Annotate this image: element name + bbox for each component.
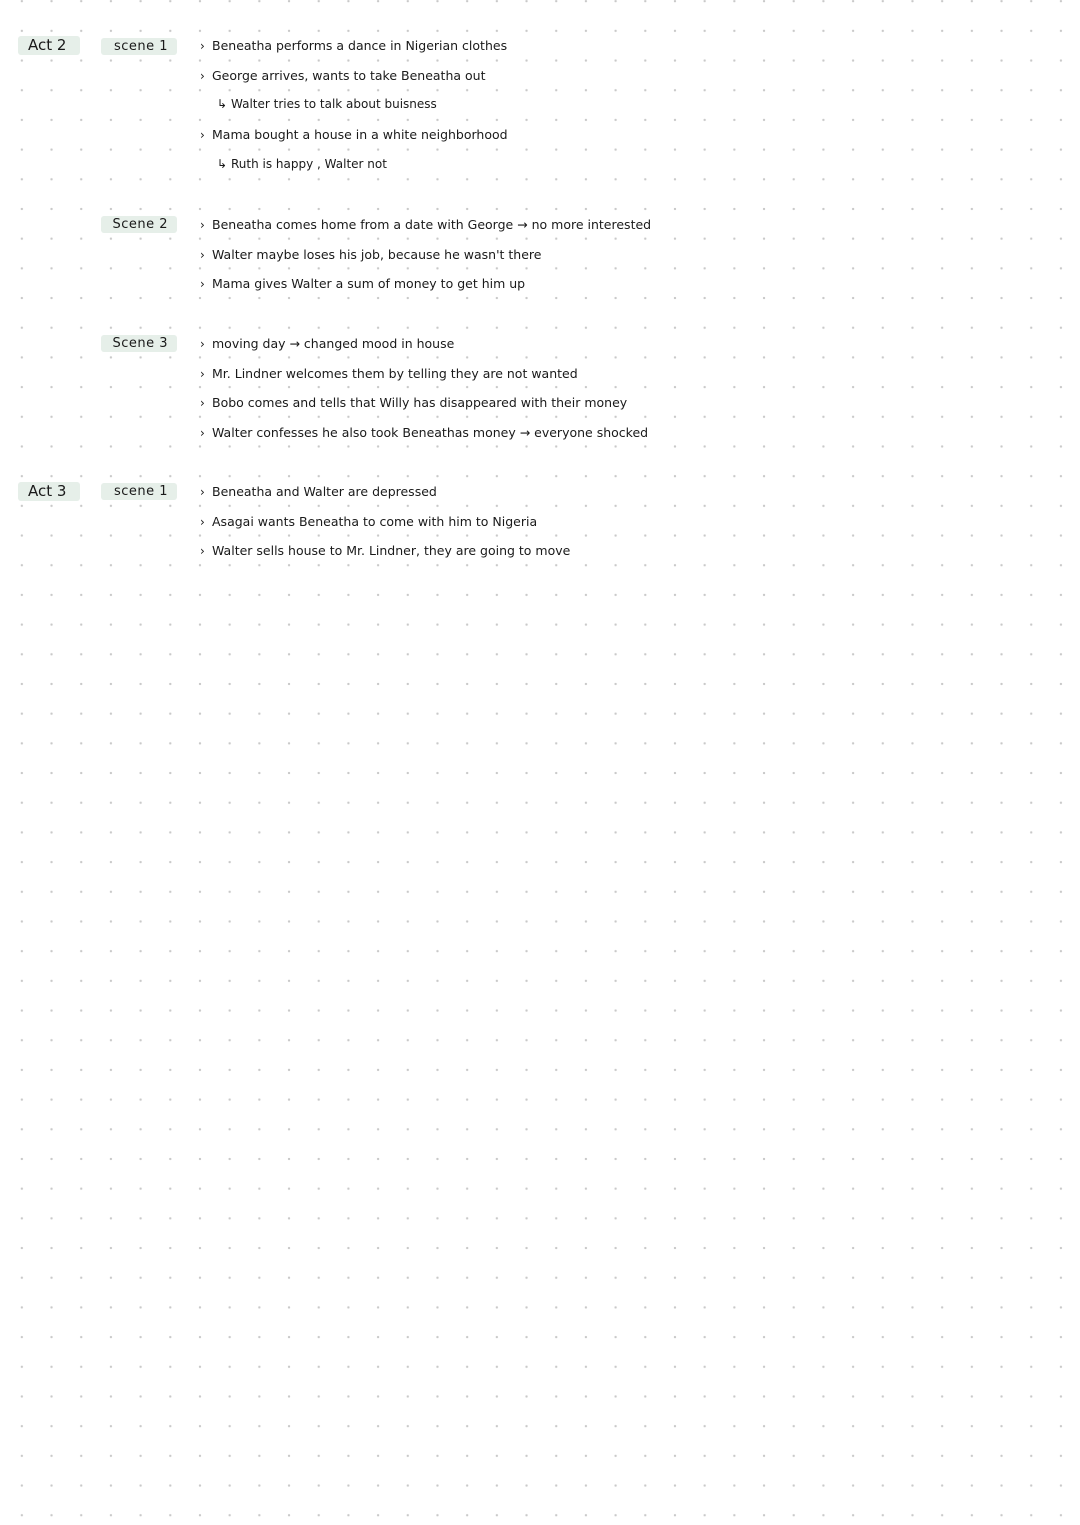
note-item [200, 507, 570, 537]
note-item [200, 388, 648, 418]
bullet-icon: › [200, 396, 205, 411]
bullet-icon: › [200, 485, 205, 499]
note-text: Bobo comes and tells that Willy has disappeared with their money [212, 395, 628, 411]
note-subitem [200, 90, 508, 120]
scene-notes-list [200, 210, 651, 299]
note-text: Walter maybe loses his job, because he wasn't there [212, 246, 542, 262]
scene-label: scene 1 [101, 483, 177, 500]
note-item [200, 359, 648, 389]
note-item [200, 329, 648, 359]
note-text: Mama bought a house in a white neighborhood [212, 127, 508, 143]
sub-arrow-icon: ↳ [217, 156, 228, 171]
bullet-icon: › [200, 426, 205, 441]
note-item [200, 418, 648, 448]
note-item [200, 240, 651, 270]
bullet-icon: › [200, 247, 205, 262]
note-item [200, 31, 508, 61]
note-item [200, 210, 651, 240]
scene-notes-list [200, 477, 570, 566]
scene-notes-list [200, 31, 508, 179]
note-item [200, 61, 508, 91]
note-item [200, 269, 651, 299]
note-text: Mama gives Walter a sum of money to get him up [212, 276, 526, 292]
note-subitem [200, 150, 508, 180]
note-item [200, 477, 570, 507]
bullet-icon: › [200, 366, 205, 381]
note-text: George arrives, wants to take Beneatha out [212, 67, 486, 83]
act-label: Act 2 [18, 36, 80, 55]
note-text: Walter sells house to Mr. Lindner, they are going to move [212, 543, 571, 559]
sub-arrow-icon: ↳ [217, 97, 228, 112]
note-text: Walter confesses he also took Beneathas money → everyone shocked [212, 425, 649, 441]
bullet-icon: › [200, 39, 205, 53]
bullet-icon: › [200, 68, 205, 83]
note-text: moving day → changed mood in house [212, 336, 455, 351]
note-text: Beneatha and Walter are depressed [212, 484, 437, 499]
bullet-icon: › [200, 337, 205, 351]
act-label: Act 3 [18, 482, 80, 501]
note-text: Walter tries to talk about buisness [231, 97, 437, 112]
scene-label: Scene 3 [101, 335, 177, 352]
bullet-icon: › [200, 128, 205, 143]
scene-label: scene 1 [101, 38, 177, 55]
note-text: Mr. Lindner welcomes them by telling they are not wanted [212, 365, 578, 381]
note-item [200, 536, 570, 566]
note-text: Beneatha comes home from a date with George → no more interested [212, 217, 652, 232]
bullet-icon: › [200, 514, 205, 529]
note-text: Ruth is happy , Walter not [231, 156, 387, 171]
note-text: Asagai wants Beneatha to come with him to Nigeria [212, 513, 538, 529]
bullet-icon: › [200, 277, 205, 292]
scene-label: Scene 2 [101, 216, 177, 233]
bullet-icon: › [200, 218, 205, 232]
scene-notes-list [200, 329, 648, 448]
bullet-icon: › [200, 544, 205, 559]
note-item [200, 120, 508, 150]
note-text: Beneatha performs a dance in Nigerian clothes [212, 38, 508, 53]
